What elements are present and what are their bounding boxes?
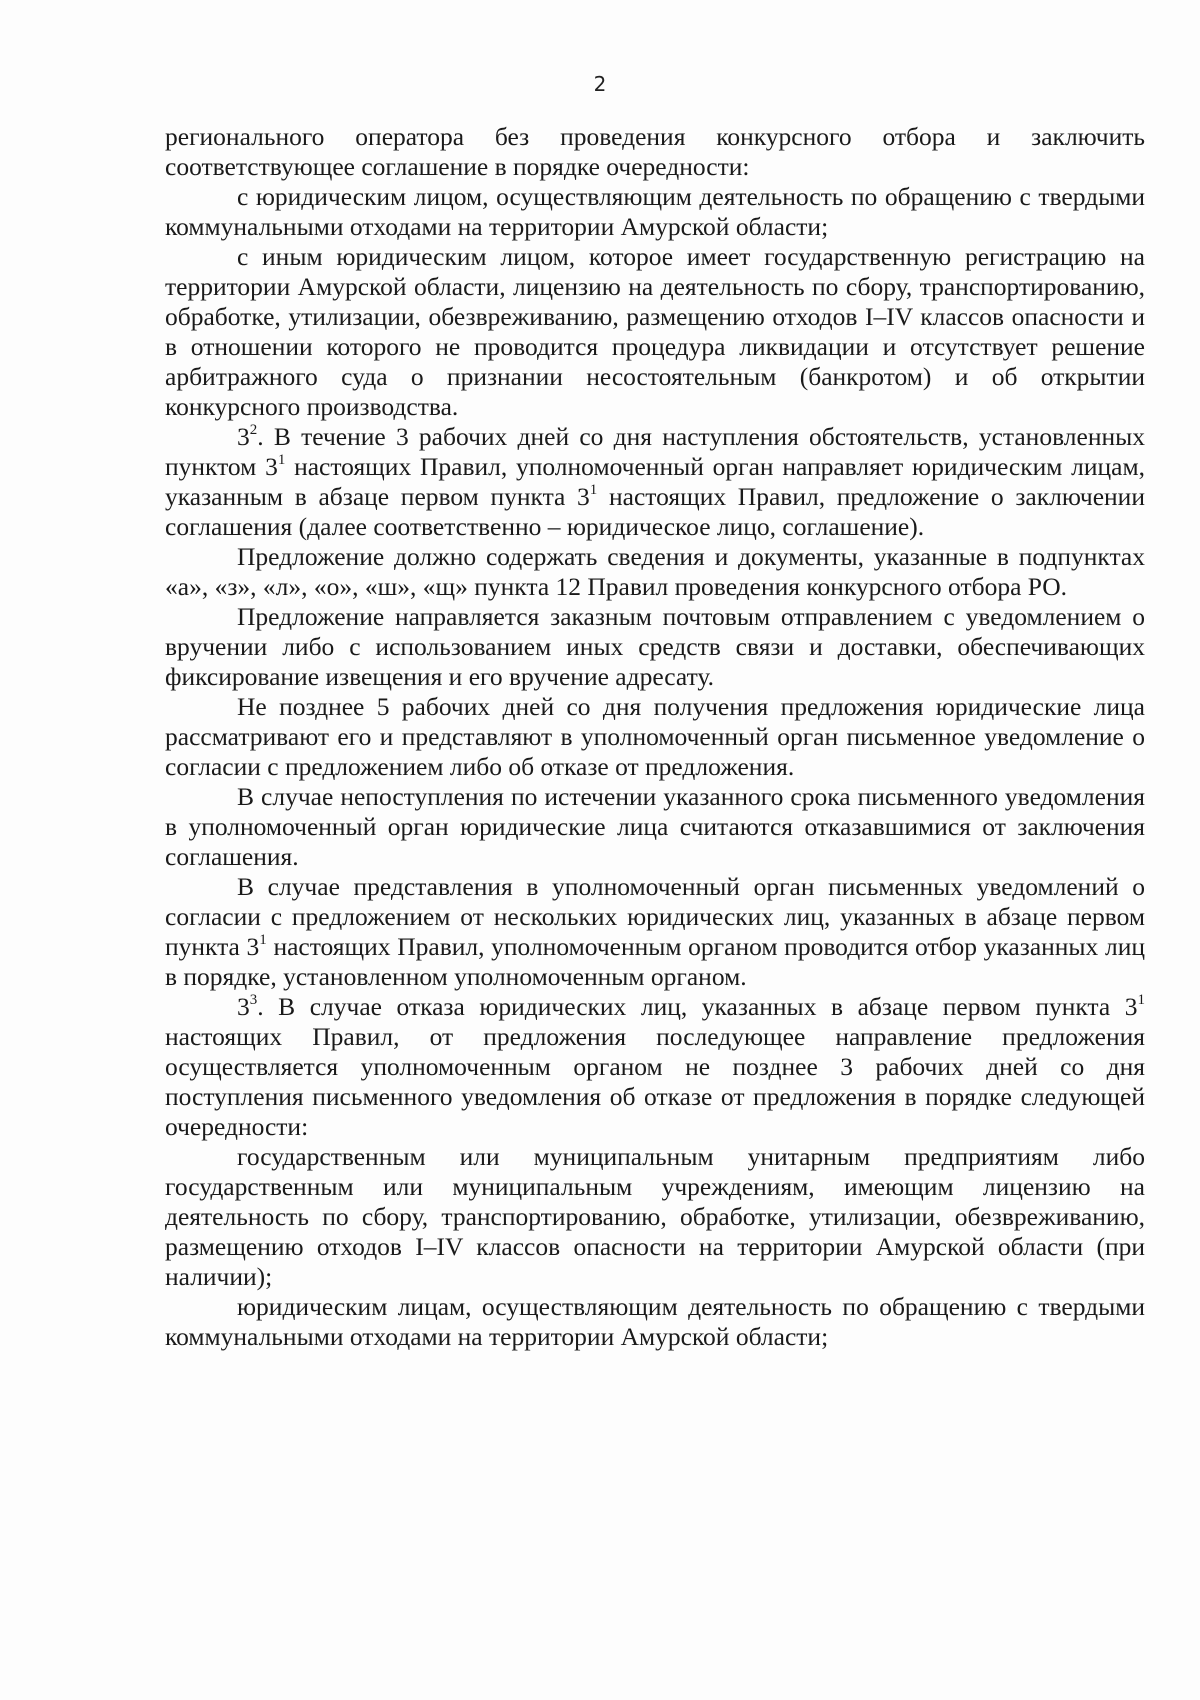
paragraph-12: юридическим лицам, осуществляющим деятельность по обращению с твердыми коммунальными отходами на территории Амурской области; [165, 1292, 1145, 1351]
clause-number: 3 [237, 992, 250, 1021]
paragraph-4-text-b: настоящих Правил, уполномоченный орган направляет юридическим лицам, указанным в абзаце первом пункта 3 [165, 452, 1145, 511]
paragraph-10 [165, 992, 1145, 1142]
paragraph-8: В случае непоступления по истечении указанного срока письменного уведомления в уполномоченный орган юридические лица считаются отказавшимися от заключения соглашения. [165, 782, 1145, 871]
reference-superscript: 1 [259, 931, 267, 948]
paragraph-5: Предложение должно содержать сведения и документы, указанные в подпунктах «а», «з», «л», «о», «ш», «щ» пункта 12 Правил проведения конкурсного отбора РО. [165, 542, 1145, 601]
reference-superscript: 1 [277, 451, 286, 468]
paragraph-4-text-a: . В течение 3 рабочих дней со дня наступления обстоятельств, установленных пунктом 3 [165, 422, 1145, 481]
paragraph-4-text-c: настоящих Правил, предложение о заключении соглашения (далее соответственно – юридическое лицо, соглашение). [165, 482, 1145, 541]
paragraph-9 [165, 872, 1145, 992]
paragraph-1: регионального оператора без проведения конкурсного отбора и заключить соответствующее соглашение в порядке очередности: [165, 122, 1145, 181]
clause-number-superscript: 3 [249, 991, 258, 1008]
reference-superscript: 1 [1137, 991, 1145, 1008]
paragraph-10-text-b: настоящих Правил, от предложения последующее направление предложения осуществляется уполномоченным органом не позднее 3 рабочих дней со дня поступления письменного уведомления об отказе от предложения в порядке следующей очередности: [165, 1022, 1145, 1141]
document-body [165, 122, 1145, 1352]
clause-number-superscript: 2 [249, 421, 258, 438]
page-number: 2 [593, 72, 607, 96]
paragraph-3: с иным юридическим лицом, которое имеет государственную регистрацию на территории Амурской области, лицензию на деятельность по сбору, транспортированию, обработке, утилизации, обезвреживанию, размещению отходов I–IV классов опасности и в отношении которого не проводится процедура ликвидации и отсутствует решение арбитражного суда о признании несостоятельным (банкротом) и об открытии конкурсного производства. [165, 242, 1145, 421]
paragraph-10-text-a: . В случае отказа юридических лиц, указанных в абзаце первом пункта 3 [257, 992, 1138, 1021]
paragraph-7: Не позднее 5 рабочих дней со дня получения предложения юридические лица рассматривают его и представляют в уполномоченный орган письменное уведомление о согласии с предложением либо об отказе от предложения. [165, 692, 1145, 781]
paragraph-4 [165, 422, 1145, 542]
paragraph-6: Предложение направляется заказным почтовым отправлением с уведомлением о вручении либо с использованием иных средств связи и доставки, обеспечивающих фиксирование извещения и его вручение адресату. [165, 602, 1145, 691]
reference-superscript: 1 [589, 481, 598, 498]
paragraph-2: с юридическим лицом, осуществляющим деятельность по обращению с твердыми коммунальными отходами на территории Амурской области; [165, 182, 1145, 241]
paragraph-9-text-a: В случае представления в уполномоченный орган письменных уведомлений о согласии с предложением от нескольких юридических лиц, указанных в абзаце первом пункта 3 [165, 872, 1145, 961]
clause-number: 3 [237, 422, 250, 451]
paragraph-11: государственным или муниципальным унитарным предприятиям либо государственным или муниципальным учреждениям, имеющим лицензию на деятельность по сбору, транспортированию, обработке, утилизации, обезвреживанию, размещению отходов I–IV классов опасности на территории Амурской области (при наличии); [165, 1142, 1145, 1291]
paragraph-9-text-b: настоящих Правил, уполномоченным органом проводится отбор указанных лиц в порядке, установленном уполномоченным органом. [165, 932, 1145, 991]
